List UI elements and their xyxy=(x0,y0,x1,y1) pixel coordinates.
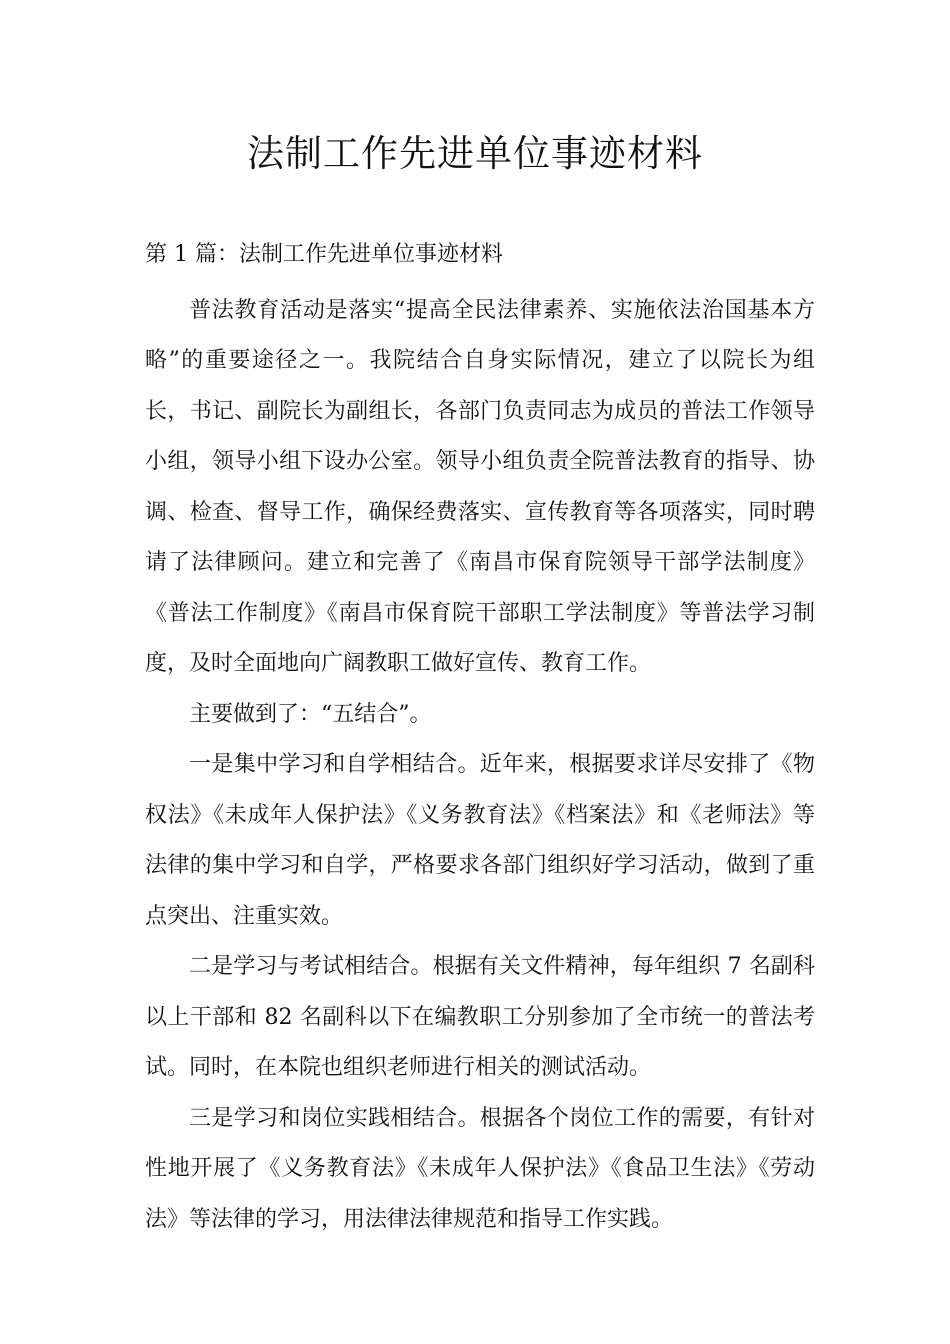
section-heading: 第 1 篇：法制工作先进单位事迹材料 xyxy=(145,242,503,267)
document-body xyxy=(145,230,815,1245)
paragraph: 一是集中学习和自学相结合。近年来，根据要求详尽安排了《物权法》《未成年人保护法》《义务教育法》《档案法》和《老师法》等法律的集中学习和自学，严格要求各部门组织好学习活动，做到了重点突出、注重实效。 xyxy=(145,752,815,929)
paragraph: 三是学习和岗位实践相结合。根据各个岗位工作的需要，有针对性地开展了《义务教育法》《未成年人保护法》《食品卫生法》《劳动法》等法律的学习，用法律法律规范和指导工作实践。 xyxy=(145,1105,815,1232)
paragraph: 二是学习与考试相结合。根据有关文件精神，每年组织 7 名副科以上干部和 82 名副科以下在编教职工分别参加了全市统一的普法考试。同时，在本院也组织老师进行相关的测试活动。 xyxy=(145,954,815,1080)
document-title: 法制工作先进单位事迹材料 xyxy=(247,132,703,175)
paragraph: 主要做到了：“五结合”。 xyxy=(189,701,432,727)
paragraph: 普法教育活动是落实“提高全民法律素养、实施依法治国基本方略”的重要途径之一。我院结合自身实际情况，建立了以院长为组长，书记、副院长为副组长，各部门负责同志为成员的普法工作领导小组，领导小组下设办公室。领导小组负责全院普法教育的指导、协调、检查、督导工作，确保经费落实、宣传教育等各项落实，同时聘请了法律顾问。建立和完善了《南昌市保育院领导干部学法制度》《普法工作制度》《南昌市保育院干部职工学法制度》等普法学习制度，及时全面地向广阔教职工做好宣传、教育工作。 xyxy=(145,297,815,676)
